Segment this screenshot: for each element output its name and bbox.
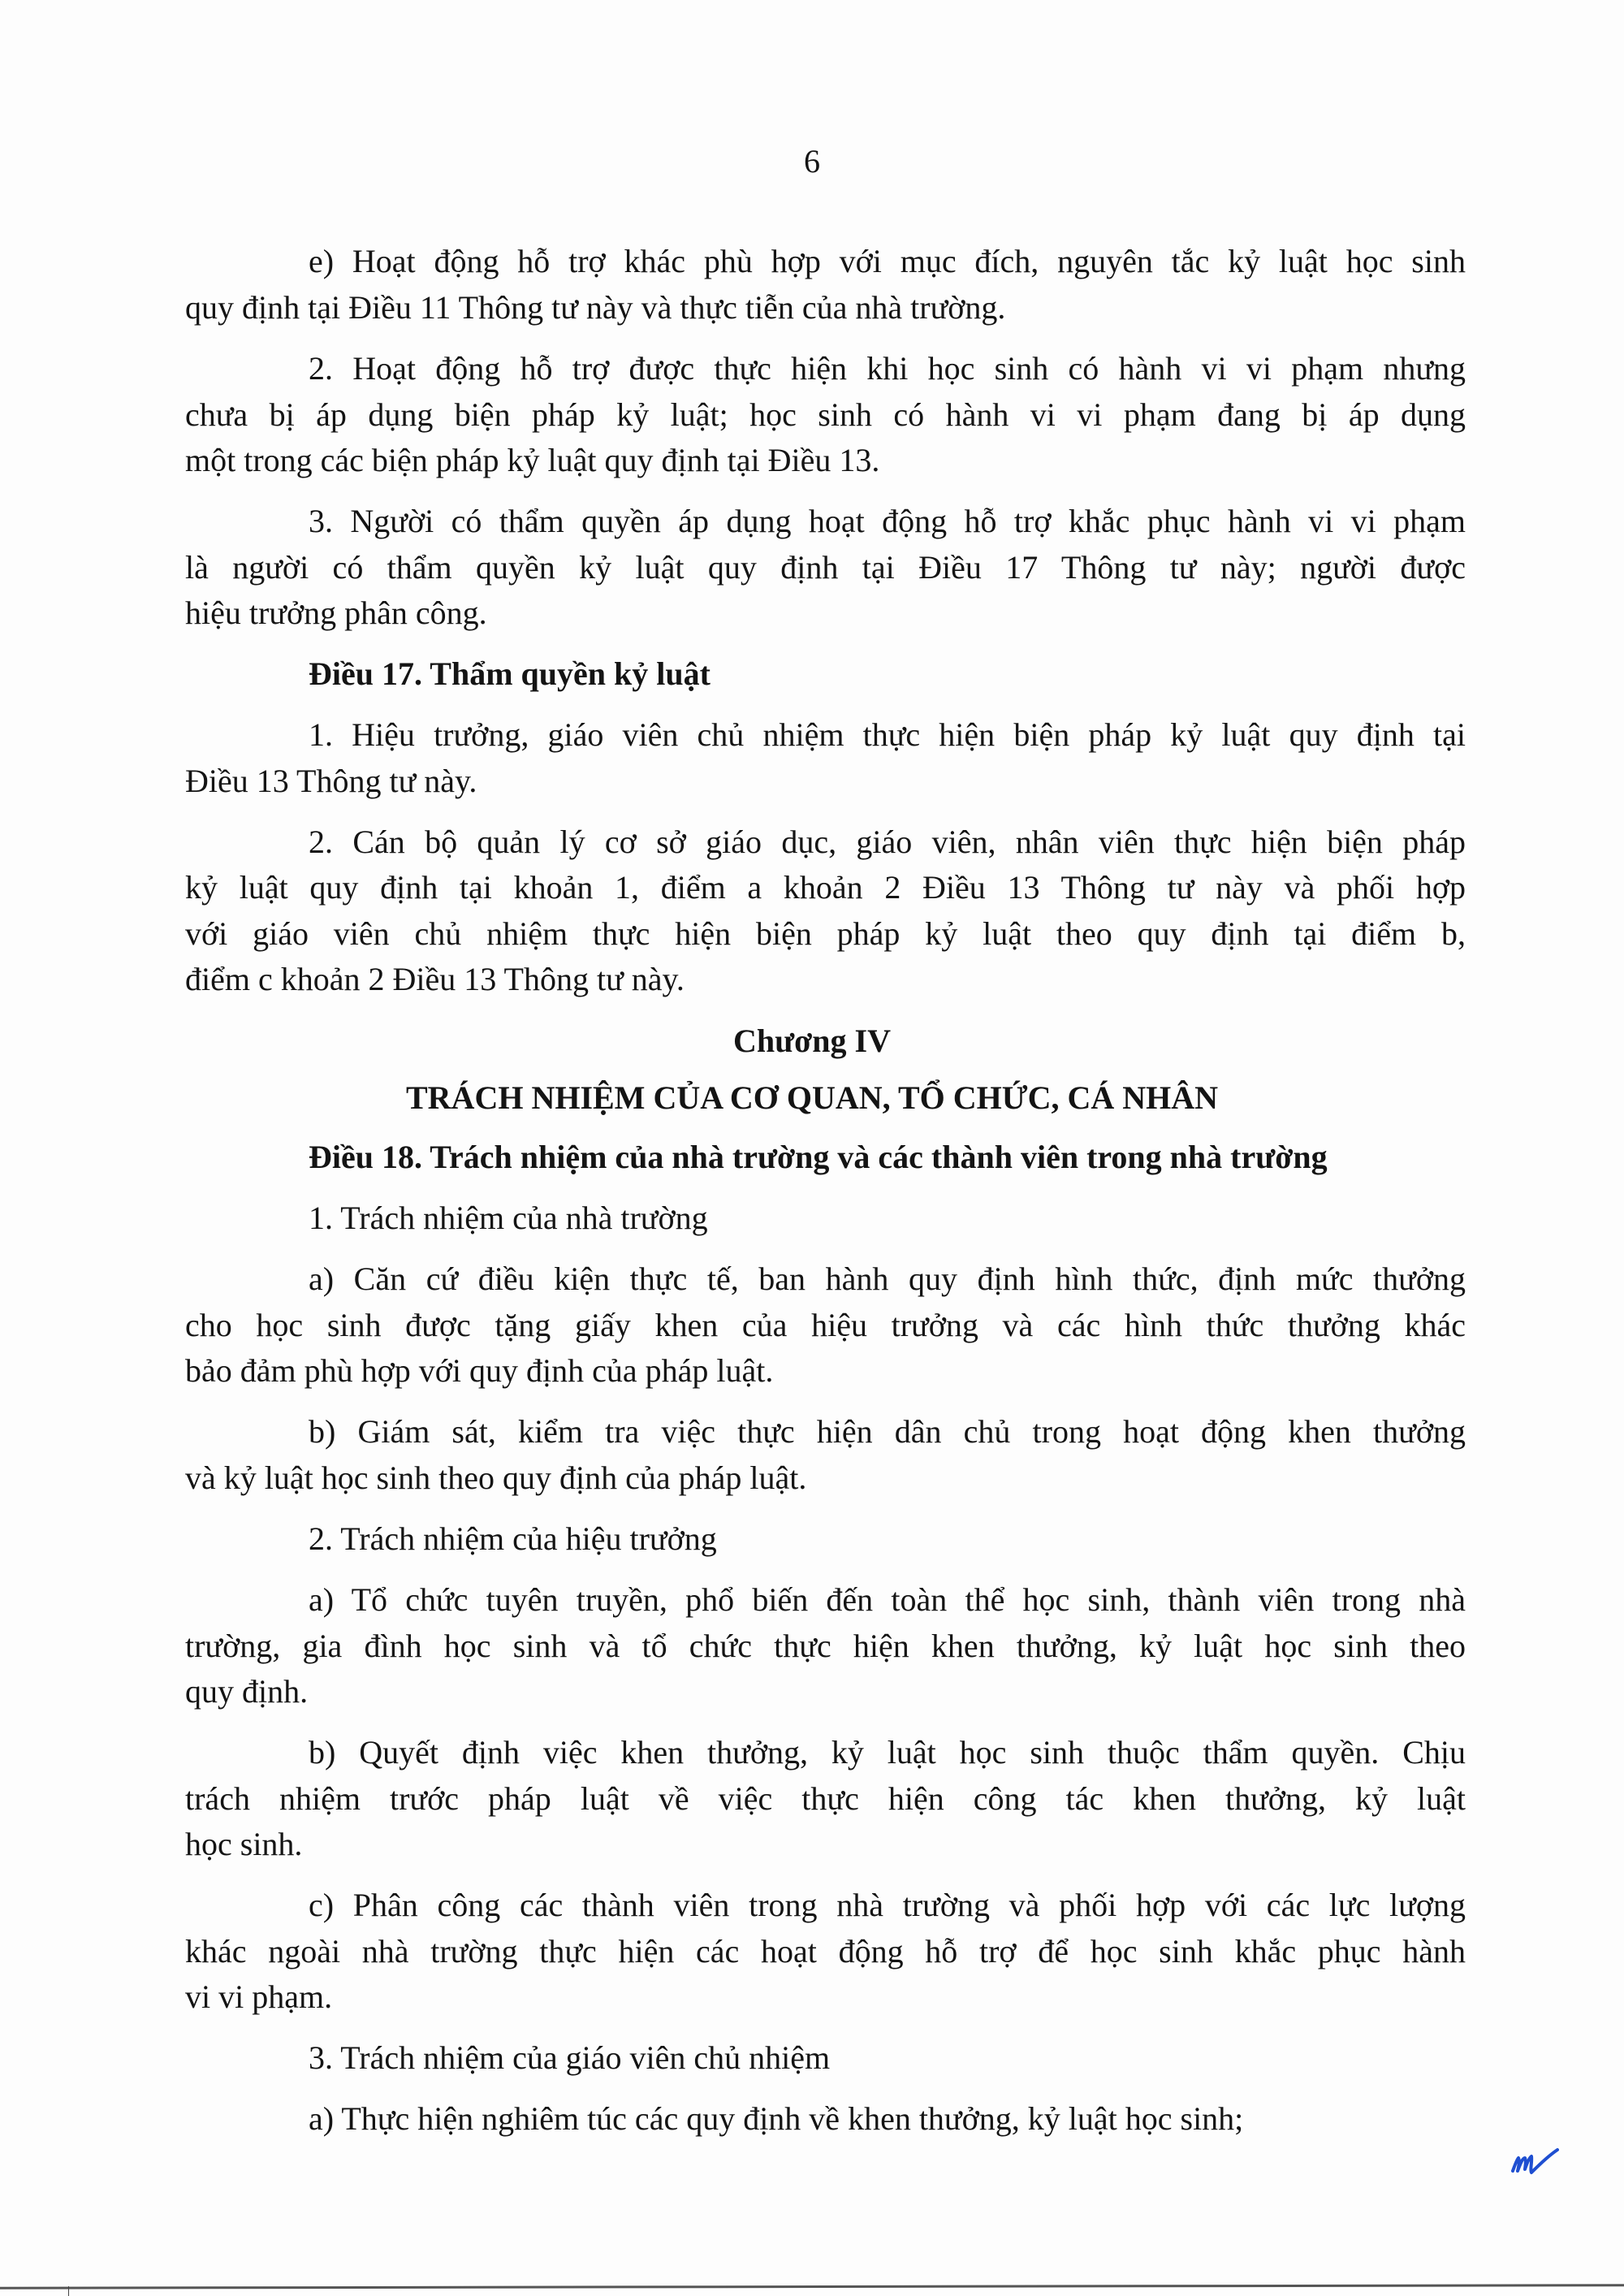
paragraph-line: a) Tổ chức tuyên truyền, phổ biến đến toàn thể học sinh, thành viên trong nhà [309, 1581, 1466, 1618]
paragraph-line: 3. Trách nhiệm của giáo viên chủ nhiệm [309, 2039, 831, 2076]
page-number: 6 [804, 143, 820, 179]
initials-signature [1510, 2140, 1559, 2181]
paragraph-line: 1. Trách nhiệm của nhà trường [309, 1200, 708, 1236]
paragraph-line: chưa bị áp dụng biện pháp kỷ luật; học sinh có hành vi vi phạm đang bị áp dụng [185, 396, 1466, 433]
paragraph-line: quy định. [185, 1673, 309, 1710]
bottom-tick-mark [68, 2286, 69, 2296]
chapter-title: TRÁCH NHIỆM CỦA CƠ QUAN, TỔ CHỨC, CÁ NHÂN [405, 1079, 1219, 1116]
paragraph-line: kỷ luật quy định tại khoản 1, điểm a khoản 2 Điều 13 Thông tư này và phối hợp [185, 869, 1466, 906]
paragraph-line: cho học sinh được tặng giấy khen của hiệu trưởng và các hình thức thưởng khác [185, 1307, 1466, 1343]
paragraph-line: trách nhiệm trước pháp luật về việc thực hiện công tác khen thưởng, kỷ luật [185, 1780, 1466, 1817]
paragraph-line: Điều 13 Thông tư này. [185, 763, 477, 799]
paragraph-line: khác ngoài nhà trường thực hiện các hoạt động hỗ trợ để học sinh khắc phục hành [185, 1933, 1466, 1970]
paragraph-line: là người có thẩm quyền kỷ luật quy định tại Điều 17 Thông tư này; người được [185, 549, 1466, 586]
paragraph-line: học sinh. [185, 1826, 303, 1862]
paragraph-line: quy định tại Điều 11 Thông tư này và thực tiễn của nhà trường. [185, 289, 1006, 326]
paragraph-line: điểm c khoản 2 Điều 13 Thông tư này. [185, 961, 685, 997]
paragraph-line: b) Quyết định việc khen thưởng, kỷ luật học sinh thuộc thẩm quyền. Chịu [309, 1734, 1466, 1771]
paragraph-line: a) Thực hiện nghiêm túc các quy định về khen thưởng, kỷ luật học sinh; [309, 2100, 1244, 2137]
paragraph-line: bảo đảm phù hợp với quy định của pháp luật. [185, 1352, 774, 1389]
article-heading: Điều 18. Trách nhiệm của nhà trường và các thành viên trong nhà trường [309, 1139, 1328, 1175]
signature-stroke [1513, 2150, 1557, 2173]
paragraph-line: với giáo viên chủ nhiệm thực hiện biện pháp kỷ luật theo quy định tại điểm b, [185, 915, 1466, 952]
paragraph-line: b) Giám sát, kiểm tra việc thực hiện dân chủ trong hoạt động khen thưởng [309, 1413, 1466, 1450]
paragraph-line: a) Căn cứ điều kiện thực tế, ban hành quy định hình thức, định mức thưởng [309, 1260, 1466, 1297]
paragraph-line: 1. Hiệu trưởng, giáo viên chủ nhiệm thực hiện biện pháp kỷ luật quy định tại [309, 716, 1466, 753]
paragraph-line: e) Hoạt động hỗ trợ khác phù hợp với mục đích, nguyên tắc kỷ luật học sinh [309, 243, 1466, 279]
bottom-border-line [0, 2284, 1624, 2289]
paragraph-line: một trong các biện pháp kỷ luật quy định tại Điều 13. [185, 442, 880, 478]
article-heading: Điều 17. Thẩm quyền kỷ luật [309, 655, 710, 692]
paragraph-line: c) Phân công các thành viên trong nhà trường và phối hợp với các lực lượng [309, 1887, 1466, 1923]
paragraph-line: trường, gia đình học sinh và tổ chức thực hiện khen thưởng, kỷ luật học sinh theo [185, 1628, 1466, 1664]
paragraph-line: 3. Người có thẩm quyền áp dụng hoạt động hỗ trợ khắc phục hành vi vi phạm [309, 503, 1466, 539]
paragraph-line: 2. Cán bộ quản lý cơ sở giáo dục, giáo viên, nhân viên thực hiện biện pháp [309, 824, 1466, 860]
chapter-heading: Chương IV [733, 1023, 891, 1059]
paragraph-line: 2. Hoạt động hỗ trợ được thực hiện khi học sinh có hành vi vi phạm nhưng [309, 350, 1466, 387]
paragraph-line: 2. Trách nhiệm của hiệu trưởng [309, 1520, 717, 1557]
paragraph-line: vi vi phạm. [185, 1978, 333, 2015]
paragraph-line: và kỷ luật học sinh theo quy định của pháp luật. [185, 1459, 807, 1496]
paragraph-line: hiệu trưởng phân công. [185, 595, 487, 631]
